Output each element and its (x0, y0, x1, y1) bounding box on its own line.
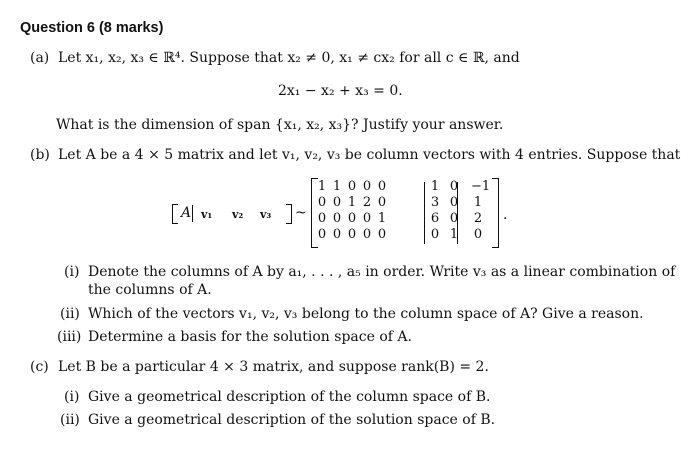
matrix-cell: 0 (377, 227, 387, 242)
question-title: Question 6 (8 marks) (20, 20, 164, 36)
matrix-cell: 3 (430, 195, 440, 210)
part-a-question: What is the dimension of span {x₁, x₂, x₃}? Justify your answer. (56, 117, 504, 133)
b-item-1-line2: the columns of A. (88, 282, 212, 298)
part-a-line1: Let x₁, x₂, x₃ ∈ ℝ⁴. Suppose that x₂ ≠ 0, x₁ ≠ cx₂ for all c ∈ ℝ, and (58, 50, 520, 66)
part-a-equation: 2x₁ − x₂ + x₃ = 0. (278, 83, 403, 99)
part-c-intro: Let B be a particular 4 × 3 matrix, and suppose rank(B) = 2. (58, 359, 489, 375)
matrix-cell: 2 (473, 211, 483, 226)
matrix-cell: 0 (317, 195, 327, 210)
matrix-cell: 0 (362, 211, 372, 226)
matrix-cell: 1 (317, 179, 327, 194)
row-equivalence-symbol: ~ (295, 205, 307, 221)
matrix-cell: 1 (473, 195, 483, 210)
matrix-cell: 0 (473, 227, 483, 242)
matrix-cell: 0 (377, 179, 387, 194)
matrix-cell: 0 (347, 227, 357, 242)
matrix-cell: −1 (471, 179, 491, 194)
matrix-cell: 0 (362, 227, 372, 242)
augmented-divider (192, 205, 193, 222)
b-item-2-label: (ii) (60, 306, 80, 322)
augmented-a: A (181, 205, 192, 221)
part-b-label: (b) (30, 147, 50, 163)
c-item-2-line1: Give a geometrical description of the solution space of B. (88, 412, 496, 428)
augmented-v3: v₃ (260, 208, 272, 221)
c-item-1-label: (i) (64, 389, 80, 405)
part-b-intro: Let A be a 4 × 5 matrix and let v₁, v₂, v₃ be column vectors with 4 entries. Suppose that (58, 147, 681, 163)
matrix-cell: 1 (377, 211, 387, 226)
matrix-cell: 0 (317, 227, 327, 242)
matrix-cell: 0 (362, 179, 372, 194)
reduced-matrix (311, 178, 499, 248)
b-item-1-label: (i) (64, 264, 80, 280)
matrix-cell: 1 (347, 195, 357, 210)
matrix-cell: 2 (362, 195, 372, 210)
augmented-right-bracket (286, 204, 292, 224)
b-item-3-label: (iii) (57, 329, 82, 345)
part-a-label: (a) (30, 50, 50, 66)
part-c-label: (c) (30, 359, 49, 375)
matrix-cell: 0 (377, 195, 387, 210)
augmented-left-bracket (172, 204, 178, 224)
matrix-cell: 0 (449, 211, 459, 226)
matrix-cell: 0 (347, 179, 357, 194)
c-item-2-label: (ii) (60, 412, 80, 428)
matrix-cell: 0 (430, 227, 440, 242)
matrix-divider-1 (424, 182, 425, 244)
matrix-cell: 1 (430, 179, 440, 194)
matrix-cell: 0 (332, 227, 342, 242)
matrix-cell: 0 (347, 211, 357, 226)
augmented-v2: v₂ (232, 208, 244, 221)
matrix-cell: 0 (449, 195, 459, 210)
c-item-1-line1: Give a geometrical description of the column space of B. (88, 389, 491, 405)
b-item-1-line1: Denote the columns of A by a₁, . . . , a₅ in order. Write v₃ as a linear combination of (88, 264, 676, 280)
matrix-period: . (503, 207, 508, 223)
b-item-3-line1: Determine a basis for the solution space of A. (88, 329, 412, 345)
matrix-cell: 0 (332, 195, 342, 210)
b-item-2-line1: Which of the vectors v₁, v₂, v₃ belong to the column space of A? Give a reason. (88, 306, 644, 322)
matrix-cell: 0 (332, 211, 342, 226)
augmented-v1: v₁ (201, 208, 213, 221)
matrix-cell: 1 (449, 227, 459, 242)
matrix-cell: 0 (317, 211, 327, 226)
matrix-cell: 0 (449, 179, 459, 194)
matrix-right-bracket (492, 178, 499, 248)
matrix-cell: 1 (332, 179, 342, 194)
matrix-cell: 6 (430, 211, 440, 226)
